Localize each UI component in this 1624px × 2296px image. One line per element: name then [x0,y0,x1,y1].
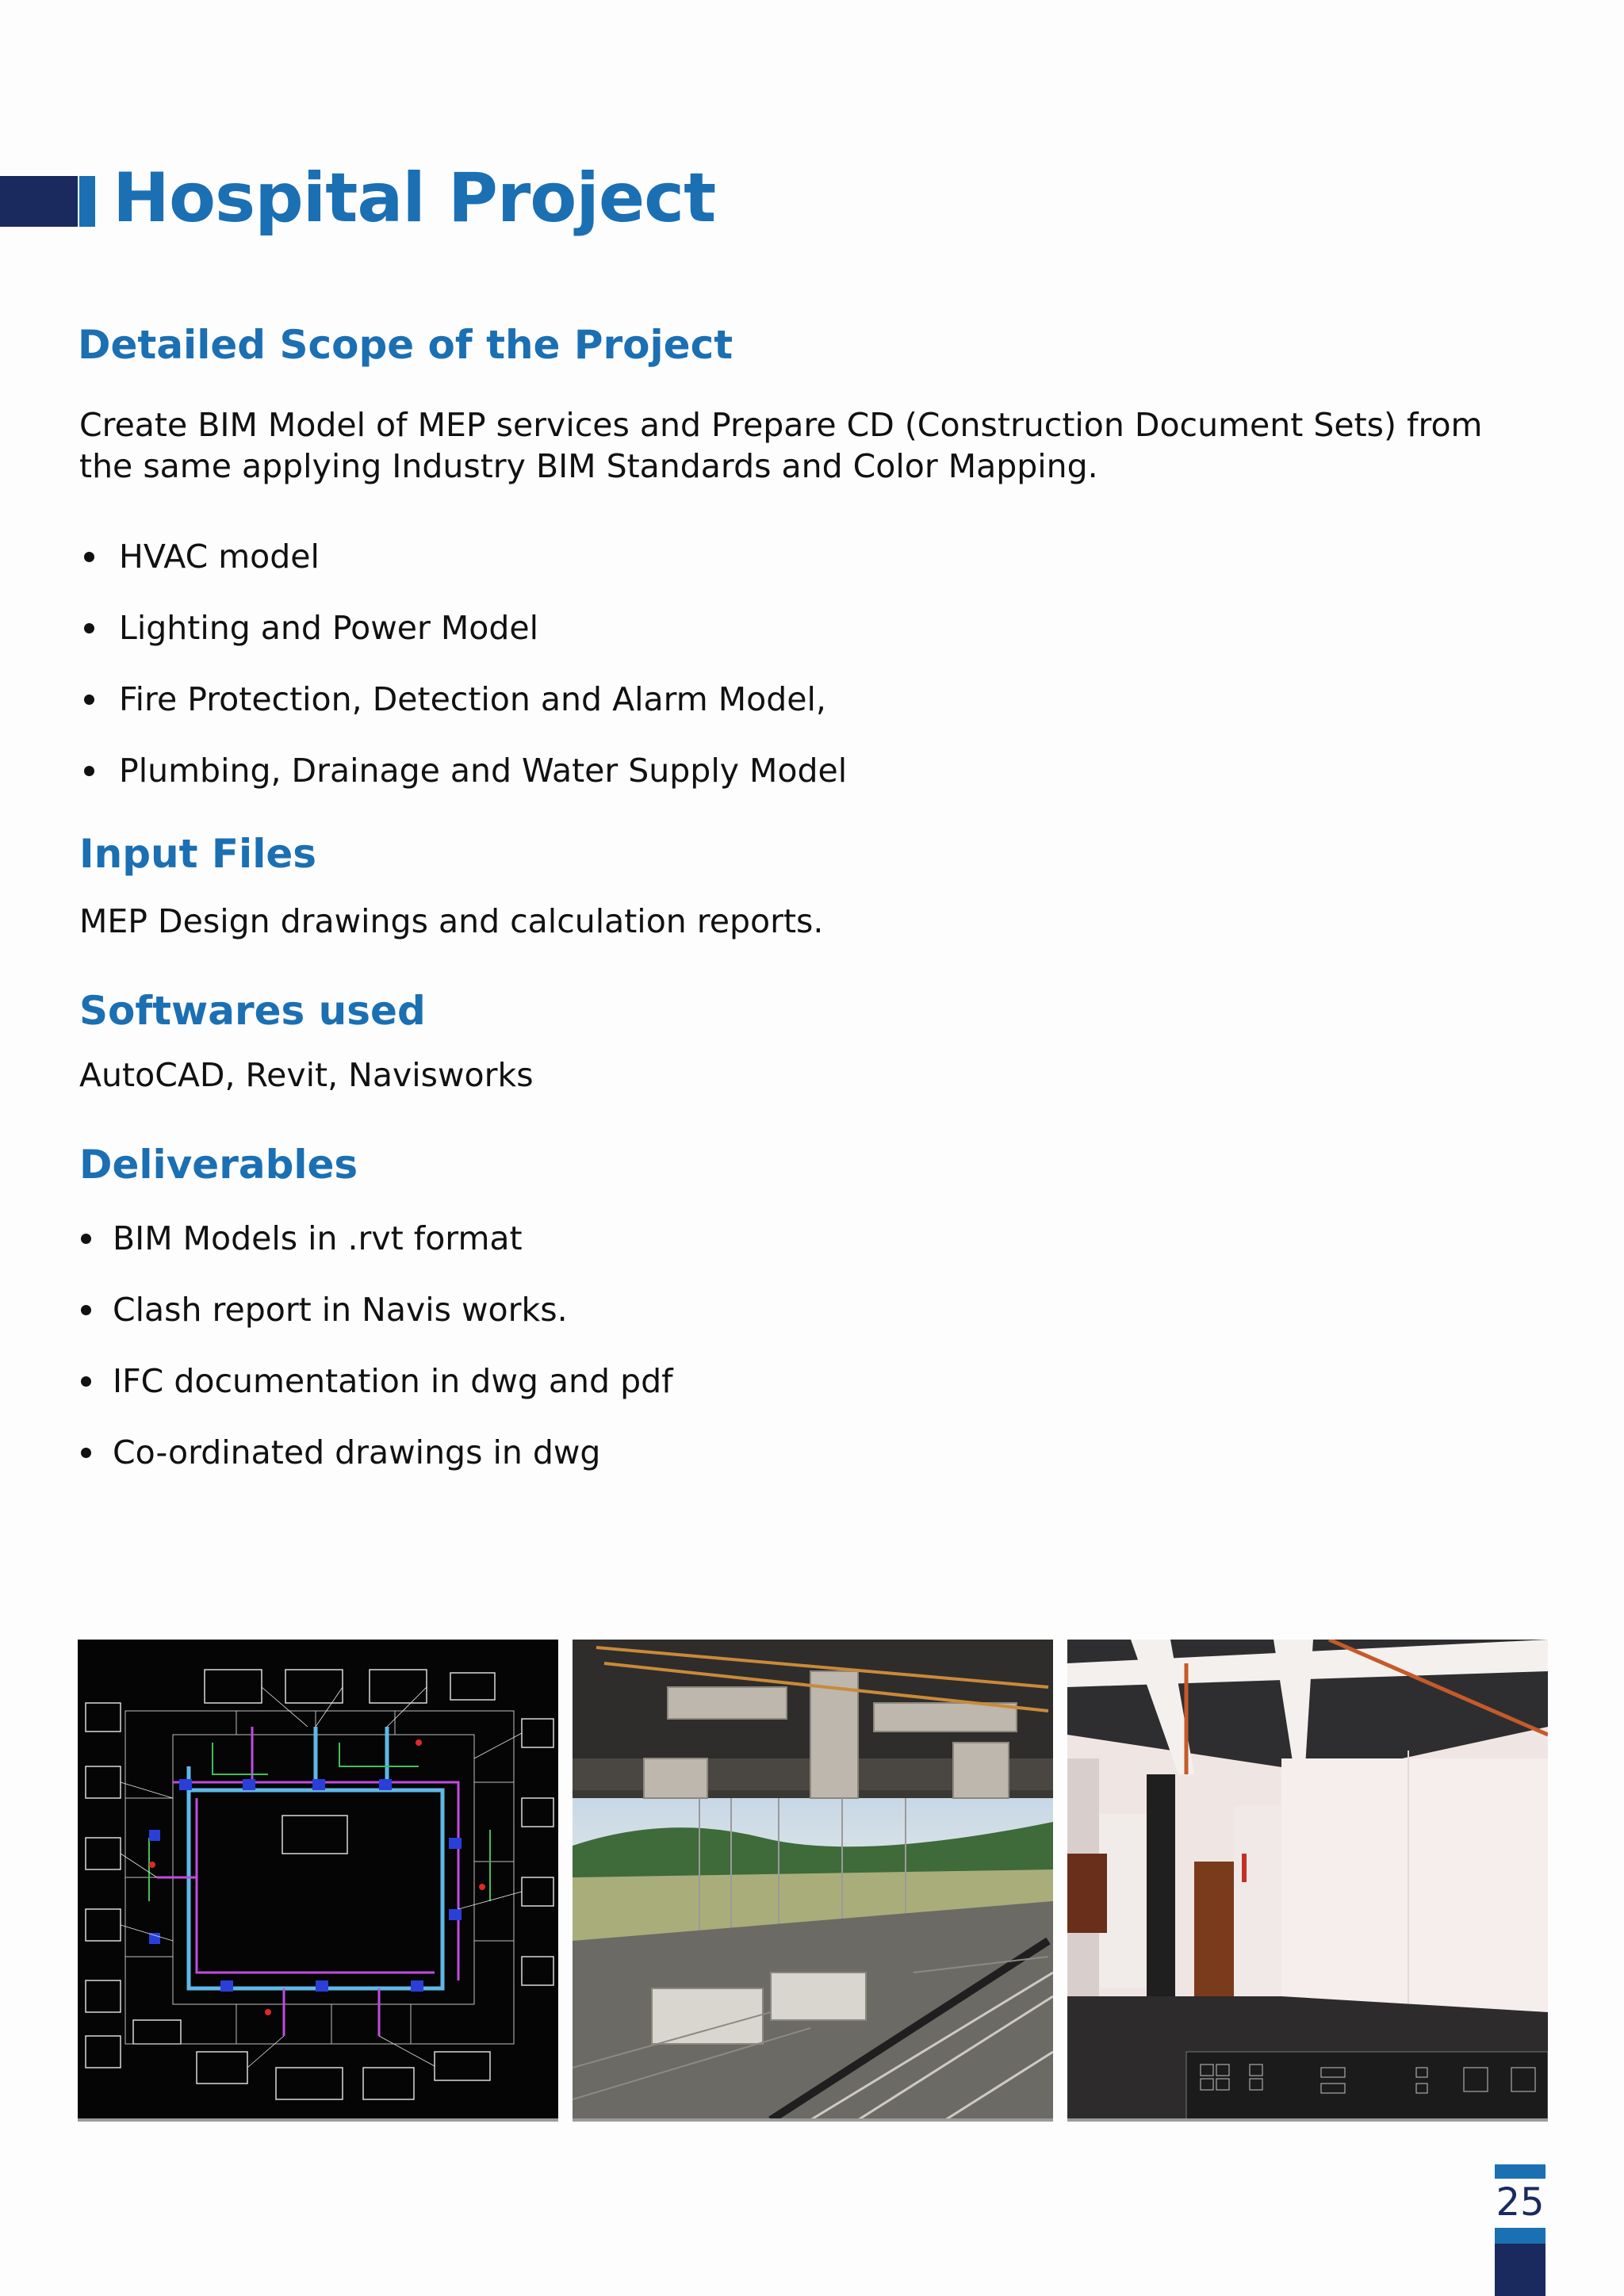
list-item-text: Fire Protection, Detection and Alarm Model, [119,680,826,718]
softwares-text: AutoCAD, Revit, Navisworks [79,1056,534,1094]
mep-cad-drawing-image [78,1640,558,2120]
image-divider-line [78,2118,558,2122]
bullet-dot [81,1448,91,1458]
title-decoration-accent [79,176,95,227]
scope-description-line-2: the same applying Industry BIM Standards and Color Mapping. [79,447,1098,485]
interior-render-image [1067,1640,1548,2120]
image-divider-line [573,2118,1053,2122]
list-item-text: HVAC model [119,538,320,576]
bullet-dot [84,695,94,705]
list-item-text: Co-ordinated drawings in dwg [113,1433,601,1471]
scope-heading: Detailed Scope of the Project [78,322,733,368]
list-item-text: IFC documentation in dwg and pdf [113,1362,673,1400]
mep-3d-render-image [573,1640,1053,2120]
bullet-dot [81,1376,91,1387]
page-number-bottom-accent [1495,2228,1545,2244]
list-item-text: Clash report in Navis works. [113,1291,568,1329]
scope-description [79,404,1482,487]
list-item-text: Lighting and Power Model [119,609,539,647]
scope-description-line-1: Create BIM Model of MEP services and Prepare CD (Construction Document Sets) from [79,406,1483,444]
list-item-text: Plumbing, Drainage and Water Supply Model [119,752,848,790]
softwares-heading: Softwares used [79,988,426,1034]
bullet-dot [84,766,94,776]
bullet-dot [84,623,94,633]
bullet-dot [84,552,94,562]
list-item-text: BIM Models in .rvt format [113,1219,523,1257]
bullet-dot [81,1234,91,1244]
deliverables-heading: Deliverables [79,1142,358,1188]
image-divider-line [1067,2118,1548,2122]
title-decoration-bar [0,176,78,227]
page-number: 25 [1496,2180,1545,2225]
page-number-top-bar [1495,2164,1545,2179]
bullet-dot [81,1305,91,1315]
input-files-heading: Input Files [79,831,316,877]
page-title: Hospital Project [113,159,716,238]
input-files-text: MEP Design drawings and calculation reports. [79,902,824,940]
